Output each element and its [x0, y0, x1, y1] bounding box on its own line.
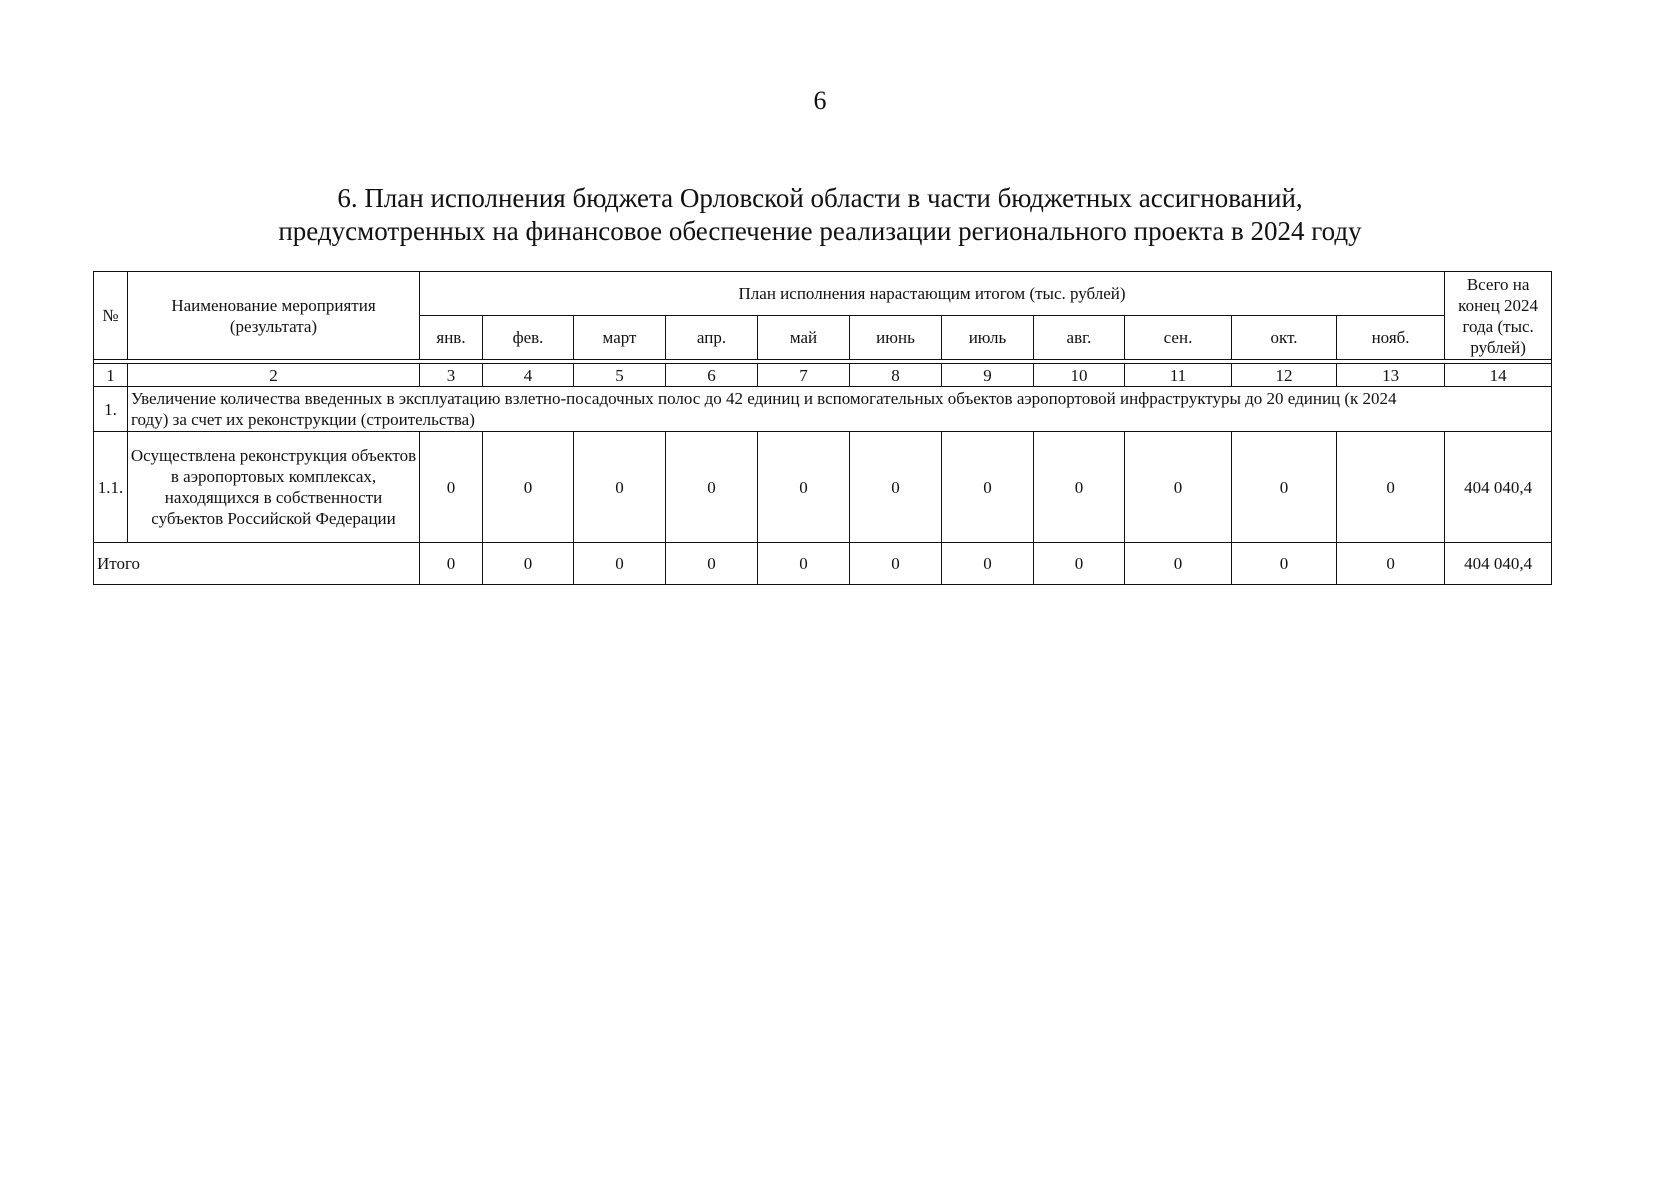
totals-value: 0: [1034, 543, 1125, 585]
row-value: 0: [420, 432, 483, 543]
page-number: 6: [813, 86, 827, 115]
row-total: 404 040,4: [1445, 432, 1552, 543]
totals-total: 404 040,4: [1445, 543, 1552, 585]
totals-value: 0: [942, 543, 1034, 585]
header-row: [94, 272, 1552, 316]
header-month: авг.: [1034, 316, 1125, 360]
header-month: апр.: [666, 316, 758, 360]
header-month: сен.: [1125, 316, 1232, 360]
totals-value: 0: [1337, 543, 1445, 585]
header-month: фев.: [483, 316, 574, 360]
column-number: 1: [94, 364, 128, 387]
section-num: 1.: [94, 387, 128, 432]
column-number: 6: [666, 364, 758, 387]
column-number: 14: [1445, 364, 1552, 387]
row-value: 0: [1232, 432, 1337, 543]
totals-value: 0: [758, 543, 850, 585]
totals-value: 0: [1125, 543, 1232, 585]
header-plan: План исполнения нарастающим итогом (тыс. рублей): [420, 272, 1445, 316]
totals-label: Итого: [94, 543, 420, 585]
header-num: №: [94, 272, 128, 360]
column-number: 9: [942, 364, 1034, 387]
column-number: 3: [420, 364, 483, 387]
column-number: 4: [483, 364, 574, 387]
budget-plan-table: [93, 271, 1552, 585]
row-value: 0: [1125, 432, 1232, 543]
section-row: [94, 387, 1552, 432]
header-month: июль: [942, 316, 1034, 360]
title-line-1: 6. План исполнения бюджета Орловской области в части бюджетных ассигнований,: [337, 183, 1303, 213]
column-number: 5: [574, 364, 666, 387]
row-num: 1.1.: [94, 432, 128, 543]
header-name: Наименование мероприятия (результата): [128, 272, 420, 360]
totals-value: 0: [850, 543, 942, 585]
header-month: июнь: [850, 316, 942, 360]
section-text: Увеличение количества введенных в эксплуатацию взлетно-посадочных полос до 42 единиц и вспомогательных объектов аэропортовой инфраструктуры до 20 единиц (к 2024 году) за счет их реконструкции (строительства): [128, 387, 1552, 432]
row-value: 0: [850, 432, 942, 543]
column-number: 11: [1125, 364, 1232, 387]
column-number: 2: [128, 364, 420, 387]
column-number: 12: [1232, 364, 1337, 387]
totals-value: 0: [666, 543, 758, 585]
row-value: 0: [942, 432, 1034, 543]
row-value: 0: [758, 432, 850, 543]
column-number: 7: [758, 364, 850, 387]
row-value: 0: [666, 432, 758, 543]
row-name: Осуществлена реконструкция объектов в аэропортовых комплексах, находящихся в собственности субъектов Российской Федерации: [128, 432, 420, 543]
row-value: 0: [574, 432, 666, 543]
column-number: 13: [1337, 364, 1445, 387]
table-row: [94, 432, 1552, 543]
column-number: 10: [1034, 364, 1125, 387]
totals-value: 0: [420, 543, 483, 585]
totals-value: 0: [1232, 543, 1337, 585]
totals-value: 0: [574, 543, 666, 585]
header-month: янв.: [420, 316, 483, 360]
title-line-2: предусмотренных на финансовое обеспечение реализации регионального проекта в 2024 году: [278, 216, 1362, 246]
column-numbers-row: [94, 364, 1552, 387]
header-month: окт.: [1232, 316, 1337, 360]
header-month: нояб.: [1337, 316, 1445, 360]
header-total: Всего на конец 2024 года (тыс. рублей): [1445, 272, 1552, 360]
row-value: 0: [1034, 432, 1125, 543]
header-month: май: [758, 316, 850, 360]
row-value: 0: [483, 432, 574, 543]
totals-value: 0: [483, 543, 574, 585]
row-value: 0: [1337, 432, 1445, 543]
header-month: март: [574, 316, 666, 360]
document-title: [0, 182, 1640, 248]
column-number: 8: [850, 364, 942, 387]
totals-row: [94, 543, 1552, 585]
